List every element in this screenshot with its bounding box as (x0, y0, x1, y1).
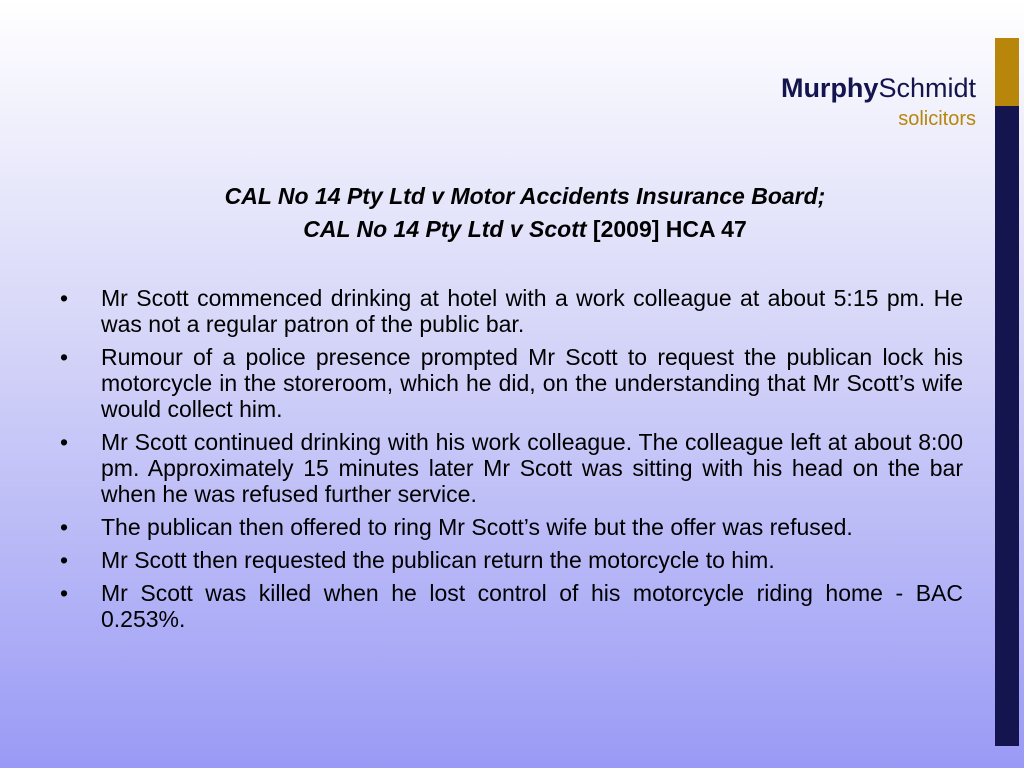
firm-logo (781, 72, 976, 132)
bullet-icon: • (60, 580, 69, 606)
firm-subtitle: solicitors (898, 108, 976, 130)
bullet-icon: • (60, 514, 69, 540)
bullet-icon: • (60, 547, 69, 573)
bullet-text: Mr Scott then requested the publican return the motorcycle to him. (101, 547, 775, 573)
bullet-text: Rumour of a police presence prompted Mr Scott to request the publican lock his motorcycle in the storeroom, which he did, on the understanding that Mr Scott’s wife would collect him. (101, 344, 963, 422)
bullet-item (60, 514, 963, 540)
bullet-item (60, 344, 963, 422)
case-title-line-1: CAL No 14 Pty Ltd v Motor Accidents Insurance Board; (224, 183, 826, 209)
bullet-icon: • (60, 285, 69, 311)
side-accent-bar (995, 38, 1019, 746)
side-accent-gold-block (995, 38, 1019, 106)
bullet-icon: • (60, 429, 69, 455)
firm-name (781, 72, 976, 104)
bullet-item (60, 285, 963, 337)
case-title-line-2-name: CAL No 14 Pty Ltd v Scott (303, 216, 587, 242)
firm-name-bold: Murphy (780, 73, 879, 103)
bullet-text: The publican then offered to ring Mr Scott’s wife but the offer was refused. (101, 514, 853, 540)
bullet-item (60, 547, 963, 573)
bullet-text: Mr Scott continued drinking with his work colleague. The colleague left at about 8:00 pm. Approximately 15 minutes later Mr Scott was sitting with his head on the bar when he was refused further service. (101, 429, 963, 507)
bullet-icon: • (60, 344, 69, 370)
bullet-list (60, 285, 963, 639)
firm-name-regular: Schmidt (878, 73, 976, 103)
bullet-item (60, 429, 963, 507)
case-title (60, 180, 990, 246)
bullet-item (60, 580, 963, 632)
bullet-text: Mr Scott was killed when he lost control of his motorcycle riding home - BAC 0.253%. (101, 580, 963, 632)
case-title-line-2 (60, 213, 990, 246)
bullet-text: Mr Scott commenced drinking at hotel with a work colleague at about 5:15 pm. He was not a regular patron of the public bar. (101, 285, 963, 337)
case-citation: [2009] HCA 47 (592, 216, 747, 242)
